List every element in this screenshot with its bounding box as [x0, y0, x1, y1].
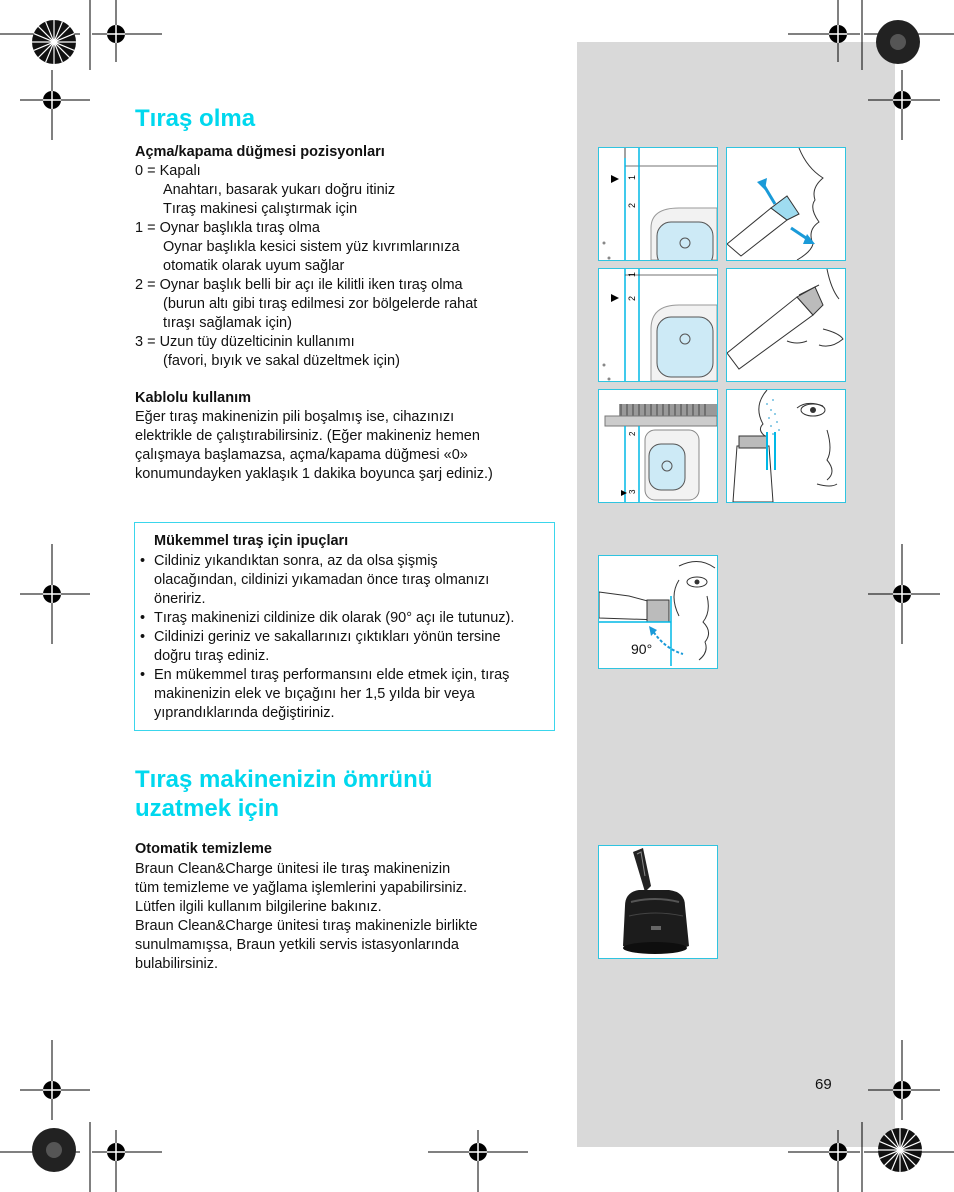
tip-line: doğru tıraş ediniz.	[154, 648, 270, 664]
switch-positions-heading: Açma/kapama düğmesi pozisyonları	[135, 144, 385, 160]
tip-line: makinenizin elek ve bıçağını her 1,5 yılda bir veya	[154, 686, 475, 702]
tip-bullet: •	[140, 553, 146, 569]
auto-clean-line: Braun Clean&Charge ünitesi ile tıraş makinenizin	[135, 861, 451, 877]
tip-bullet: •	[140, 667, 146, 683]
auto-clean-line: sunulmamışsa, Braun yetkili servis istasyonlarında	[135, 937, 459, 953]
cord-use-line: elektrikle de çalıştırabilirsiniz. (Eğer makineniz hemen	[135, 428, 480, 444]
shaving-angle-90-illustration	[598, 555, 718, 669]
switch-position-1-illustration	[598, 147, 718, 261]
switch-item-2-line: (burun altı gibi tıraş edilmesi zor bölgelerde rahat	[163, 296, 478, 312]
switch-mark-2: 2	[627, 295, 637, 301]
switch-item-0-line: Anahtarı, basarak yukarı doğru itiniz	[163, 182, 396, 198]
switch-item-0-line: Tıraş makinesi çalıştırmak için	[163, 201, 358, 217]
switch-mark-1: 1	[627, 271, 637, 277]
tip-bullet: •	[140, 610, 146, 626]
tip-line: Cildinizi geriniz ve sakallarınızı çıktıkları yönün tersine	[154, 629, 501, 645]
switch-item-3-line: (favori, bıyık ve sakal düzeltmek için)	[163, 353, 400, 369]
movable-head-shaving-illustration	[726, 147, 846, 261]
tip-line: Cildiniz yıkandıktan sonra, az da olsa şişmiş	[154, 553, 438, 569]
section-title-lifespan-line2: uzatmek için	[135, 795, 280, 822]
switch-item-3-label: 3 = Uzun tüy düzelticinin kullanımı	[135, 334, 355, 350]
tips-title: Mükemmel tıraş için ipuçları	[154, 533, 349, 549]
tip-line: öneririz.	[154, 591, 206, 607]
auto-clean-heading: Otomatik temizleme	[135, 841, 272, 857]
switch-mark-2: 2	[628, 431, 637, 436]
cord-use-line: konumundayken yaklaşık 1 dakika boyunca şarj ediniz.)	[135, 466, 493, 482]
section-title-shaving: Tıraş olma	[135, 105, 256, 132]
auto-clean-line: bulabilirsiniz.	[135, 956, 219, 972]
switch-item-1-line: otomatik olarak uyum sağlar	[163, 258, 345, 274]
cord-use-line: Eğer tıraş makinenizin pili boşalmış ise, cihazınızı	[135, 409, 455, 425]
switch-mark-1: 1	[627, 174, 637, 180]
long-hair-trimmer-illustration	[726, 389, 846, 503]
tip-line: yıprandıklarında değiştiriniz.	[154, 705, 335, 721]
tip-line: Tıraş makinenizi cildinize dik olarak (90° açı ile tutunuz).	[154, 610, 515, 626]
tip-line: En mükemmel tıraş performansını elde etmek için, tıraş	[154, 667, 510, 683]
section-title-lifespan: Tıraş makinenizin ömrünü	[135, 766, 433, 793]
angle-label: 90°	[631, 641, 653, 657]
switch-positions-list	[135, 162, 565, 372]
switch-item-2-label: 2 = Oynar başlık belli bir açı ile kilitli iken tıraş olma	[135, 277, 463, 293]
auto-clean-line: tüm temizleme ve yağlama işlemlerini yapabilirsiniz.	[135, 880, 467, 896]
cord-use-line: çalışmaya başlamazsa, açma/kapama düğmesi «0»	[135, 447, 468, 463]
shaving-tips-box	[134, 522, 555, 731]
switch-position-3-illustration	[598, 389, 718, 503]
tip-line: olacağından, cildinizi yıkamadan önce tıraş olmanızı	[154, 572, 490, 588]
switch-item-1-line: Oynar başlıkla kesici sistem yüz kıvrımlarınıza	[163, 239, 460, 255]
clean-charge-station-illustration	[598, 845, 718, 959]
auto-clean-line: Lütfen ilgili kullanım bilgilerine bakınız.	[135, 899, 382, 915]
tip-bullet: •	[140, 629, 146, 645]
switch-position-2-illustration	[598, 268, 718, 382]
switch-mark-2: 2	[627, 202, 637, 208]
page-number: 69	[815, 1076, 832, 1093]
switch-mark-3: 3	[628, 489, 637, 494]
switch-item-0-label: 0 = Kapalı	[135, 163, 201, 179]
cord-use-heading: Kablolu kullanım	[135, 390, 252, 406]
switch-item-1-label: 1 = Oynar başlıkla tıraş olma	[135, 220, 320, 236]
locked-head-shaving-illustration	[726, 268, 846, 382]
auto-clean-line: Braun Clean&Charge ünitesi tıraş makinenizle birlikte	[135, 918, 478, 934]
switch-item-2-line: tıraşı sağlamak için)	[163, 315, 292, 331]
